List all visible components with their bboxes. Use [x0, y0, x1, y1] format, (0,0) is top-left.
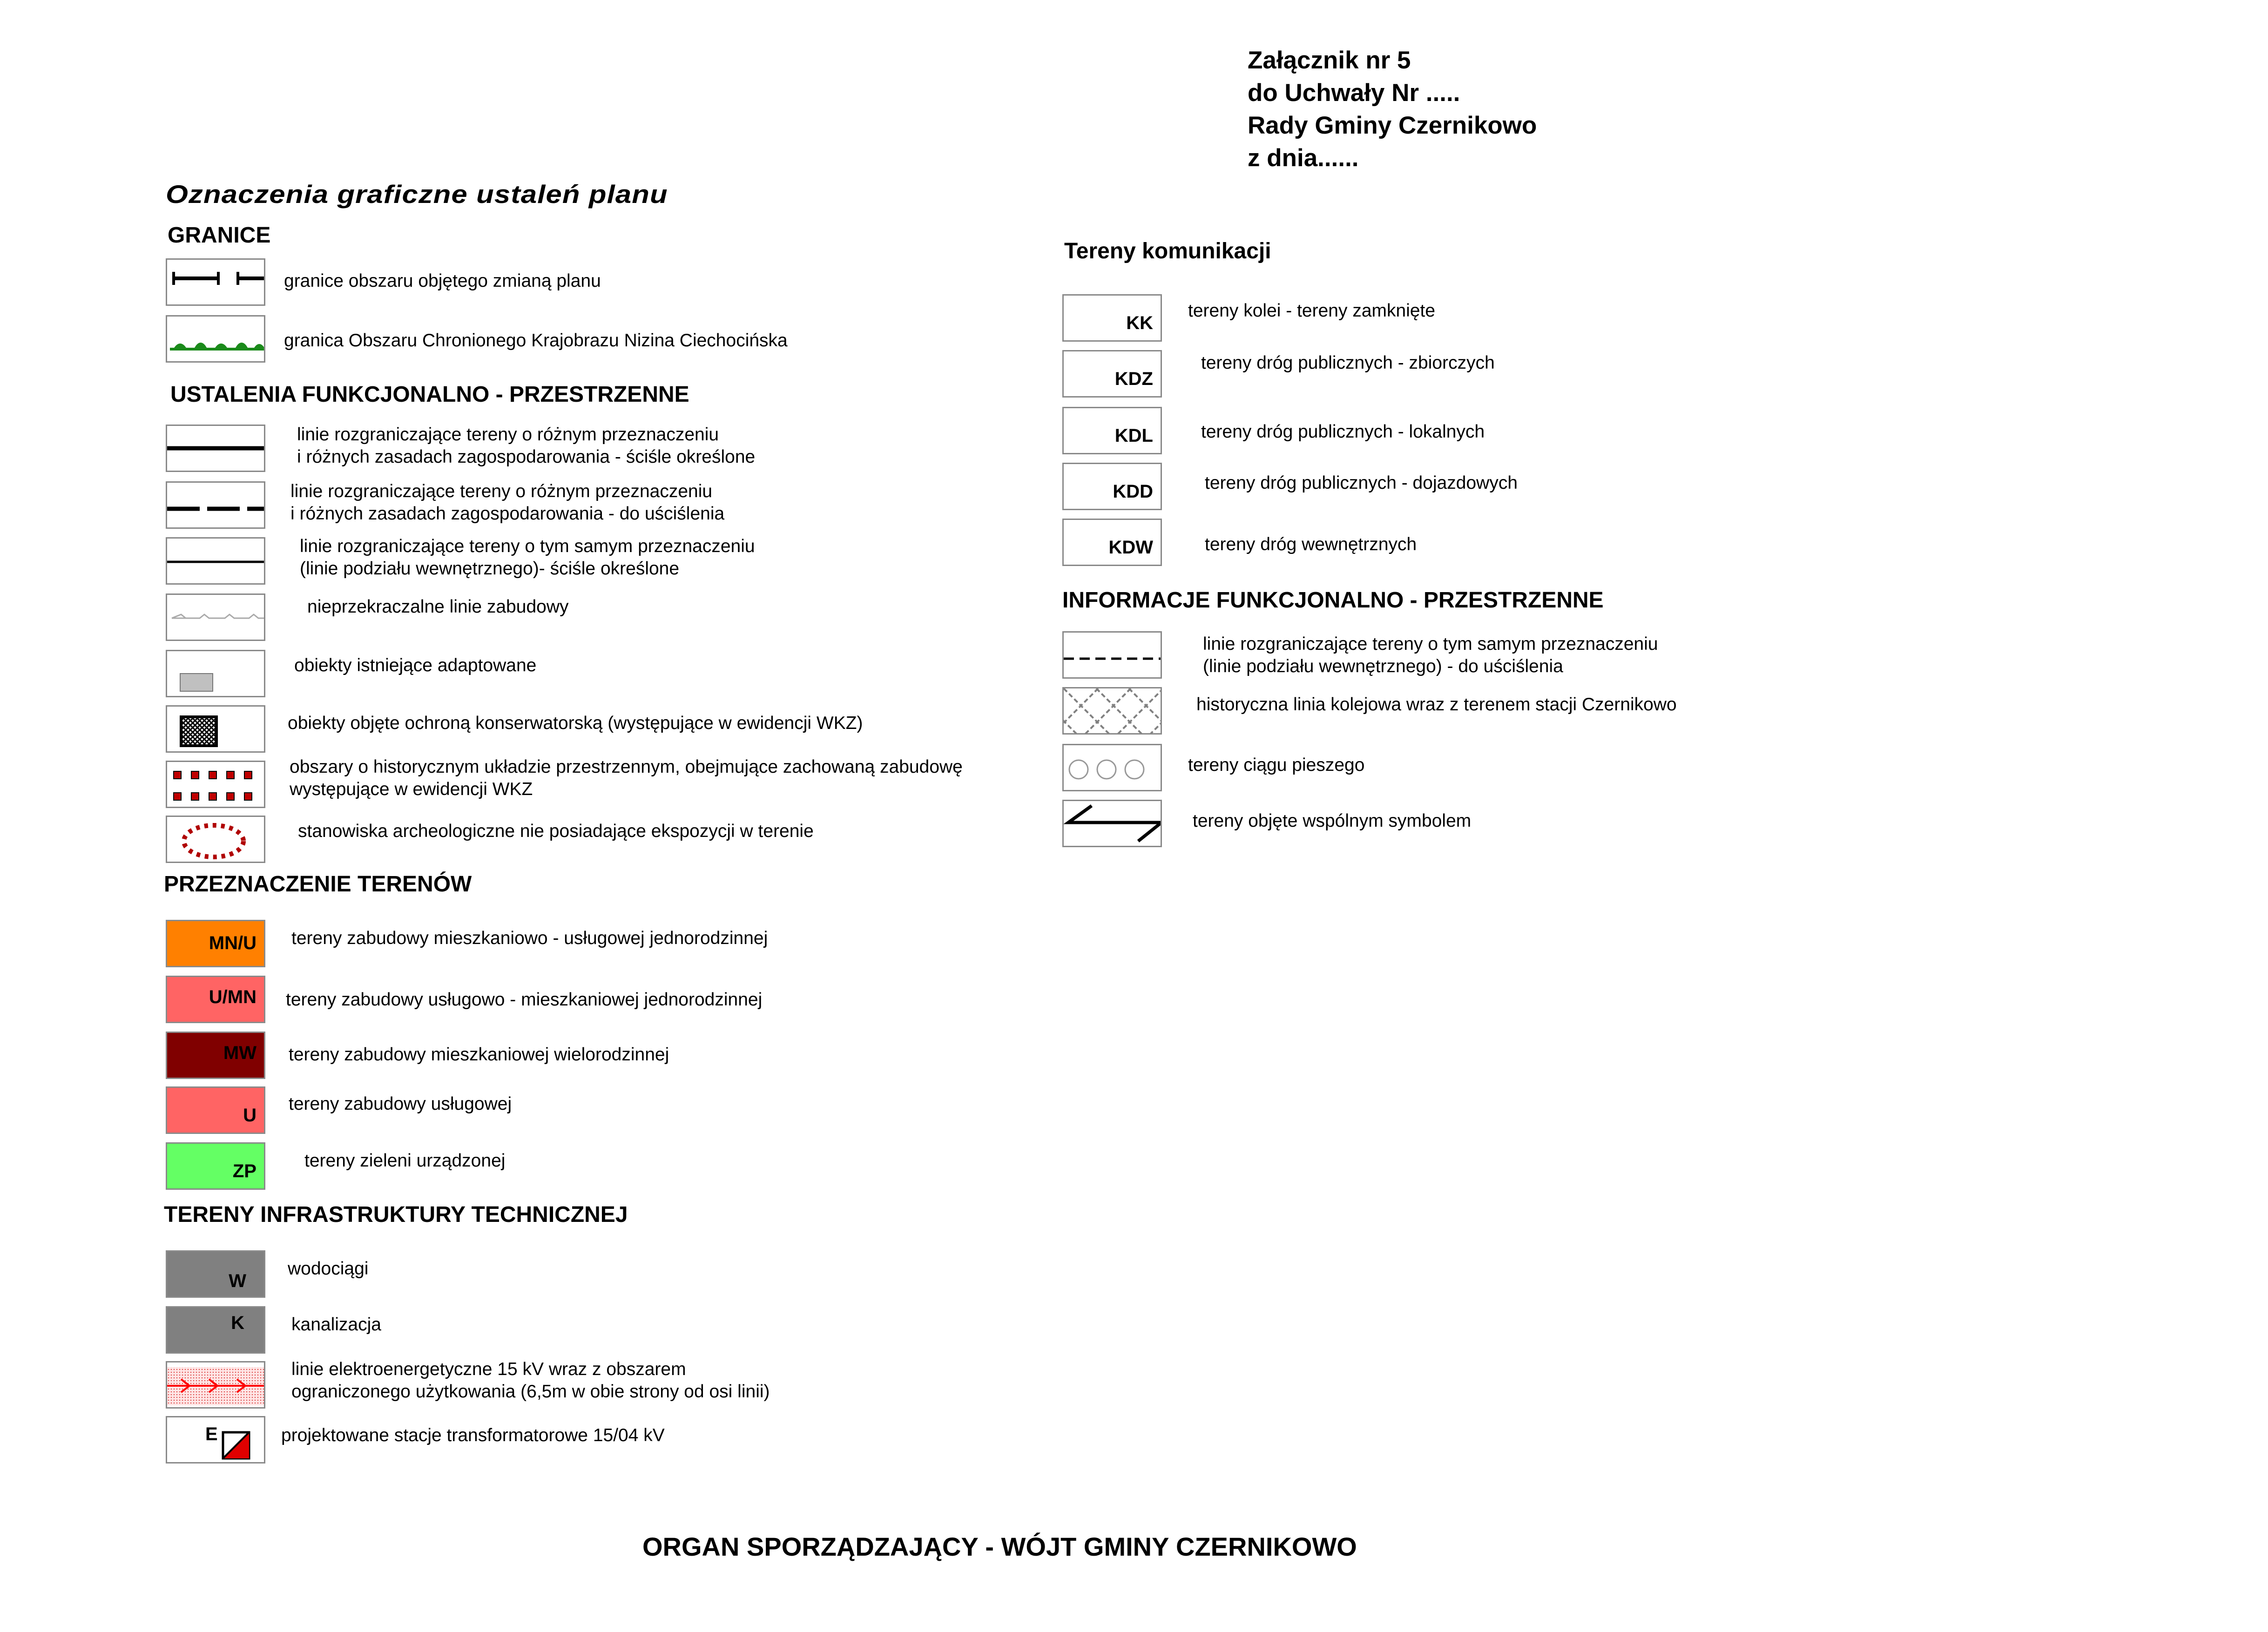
header-line-3: Rady Gminy Czernikowo	[1248, 112, 1537, 139]
infrastruktura-label-1: wodociągi	[288, 1259, 369, 1279]
legend-symbol-kk: KK	[1062, 294, 1162, 342]
legend-symbol-building-line	[166, 593, 265, 641]
legend-symbol-kdd: KDD	[1062, 463, 1162, 510]
informacje-label-2: historyczna linia kolejowa wraz z terenem stacji Czernikowo	[1196, 695, 1677, 715]
legend-symbol-zp: ZP	[166, 1142, 265, 1190]
informacje-label-3: tereny ciągu pieszego	[1188, 755, 1365, 775]
ustalenia-label-2: linie rozgraniczające tereny o różnym przeznaczeniu i różnych zasadach zagospodarowania - do uściślenia	[290, 481, 725, 524]
section-granice: GRANICE	[168, 223, 271, 248]
header-line-4: z dnia......	[1248, 144, 1359, 172]
legend-symbol-solid-line-exact	[166, 425, 265, 472]
ustalenia-label-6: obiekty objęte ochroną konserwatorską (występujące w ewidencji WKZ)	[288, 713, 863, 733]
ustalenia-label-3: linie rozgraniczające tereny o tym samym przeznaczeniu (linie podziału wewnętrznego)- ściśle określone	[300, 536, 755, 579]
section-ustalenia: USTALENIA FUNKCJONALNO - PRZESTRZENNE	[170, 382, 689, 407]
legend-symbol-historic-railway	[1062, 687, 1162, 735]
legend-symbol-kdl: KDL	[1062, 407, 1162, 454]
legend-symbol-conservation-objects	[166, 705, 265, 753]
przeznaczenie-label-5: tereny zieleni urządzonej	[304, 1151, 506, 1171]
infrastruktura-label-4: projektowane stacje transformatorowe 15/04 kV	[281, 1425, 665, 1445]
przeznaczenie-label-3: tereny zabudowy mieszkaniowej wielorodzinnej	[289, 1045, 669, 1065]
infrastruktura-label-3: linie elektroenergetyczne 15 kV wraz z obszarem ograniczonego użytkowania (6,5m w obie strony od osi linii)	[291, 1359, 770, 1402]
legend-symbol-mnu: MN/U	[166, 920, 265, 967]
legend-symbol-internal-division-line	[166, 537, 265, 585]
ustalenia-label-4: nieprzekraczalne linie zabudowy	[307, 597, 569, 617]
legend-symbol-dashed-line	[166, 481, 265, 529]
ustalenia-label-7: obszary o historycznym układzie przestrzennym, obejmujące zachowaną zabudowę występujące w ewidencji WKZ	[290, 757, 963, 799]
section-infrastruktura: TERENY INFRASTRUKTURY TECHNICZNEJ	[164, 1202, 628, 1227]
granice-label-1: granice obszaru objętego zmianą planu	[284, 271, 601, 291]
legend-symbol-w: W	[166, 1250, 265, 1298]
legend-symbol-power-line	[166, 1361, 265, 1409]
legend-symbol-historic-layout	[166, 761, 265, 808]
legend-symbol-common-symbol	[1062, 800, 1162, 847]
granice-label-2: granica Obszaru Chronionego Krajobrazu Nizina Ciechocińska	[284, 330, 788, 351]
infrastruktura-label-2: kanalizacja	[291, 1315, 381, 1335]
legend-symbol-internal-line-dashed	[1062, 631, 1162, 679]
legend-title: Oznaczenia graficzne ustaleń planu	[166, 180, 668, 209]
legend-symbol-k: K	[166, 1306, 265, 1354]
legend-symbol-transformer: E	[166, 1416, 265, 1463]
komunikacja-label-1: tereny kolei - tereny zamknięte	[1188, 301, 1436, 321]
komunikacja-label-3: tereny dróg publicznych - lokalnych	[1201, 422, 1485, 442]
informacje-label-4: tereny objęte wspólnym symbolem	[1193, 811, 1472, 831]
section-komunikacja: Tereny komunikacji	[1064, 239, 1271, 263]
legend-symbol-boundary-plan	[166, 258, 265, 306]
ustalenia-label-8: stanowiska archeologiczne nie posiadające ekspozycji w terenie	[298, 821, 814, 841]
przeznaczenie-label-1: tereny zabudowy mieszkaniowo - usługowej jednorodzinnej	[291, 928, 768, 948]
ustalenia-label-5: obiekty istniejące adaptowane	[294, 655, 537, 675]
legend-symbol-archaeological-site	[166, 816, 265, 863]
legend-symbol-existing-objects	[166, 650, 265, 697]
legend-symbol-u: U	[166, 1086, 265, 1134]
header-line-2: do Uchwały Nr .....	[1248, 79, 1460, 107]
section-przeznaczenie: PRZEZNACZENIE TERENÓW	[164, 872, 472, 897]
przeznaczenie-label-4: tereny zabudowy usługowej	[289, 1094, 512, 1114]
legend-symbol-protected-landscape	[166, 315, 265, 363]
section-informacje: INFORMACJE FUNKCJONALNO - PRZESTRZENNE	[1062, 588, 1604, 613]
header-line-1: Załącznik nr 5	[1248, 47, 1411, 74]
legend-symbol-kdz: KDZ	[1062, 350, 1162, 398]
komunikacja-label-2: tereny dróg publicznych - zbiorczych	[1201, 353, 1495, 373]
attachment-header	[1248, 44, 1537, 175]
legend-symbol-umn: U/MN	[166, 976, 265, 1023]
legend-symbol-kdw: KDW	[1062, 519, 1162, 566]
przeznaczenie-label-2: tereny zabudowy usługowo - mieszkaniowej jednorodzinnej	[286, 990, 763, 1010]
ustalenia-label-1: linie rozgraniczające tereny o różnym przeznaczeniu i różnych zasadach zagospodarowania - ściśle określone	[297, 425, 756, 467]
legend-symbol-pedestrian	[1062, 744, 1162, 791]
legend-symbol-mw: MW	[166, 1032, 265, 1079]
komunikacja-label-4: tereny dróg publicznych - dojazdowych	[1205, 473, 1518, 493]
organ-footer: ORGAN SPORZĄDZAJĄCY - WÓJT GMINY CZERNIKOWO	[642, 1532, 1357, 1561]
komunikacja-label-5: tereny dróg wewnętrznych	[1205, 534, 1417, 554]
informacje-label-1: linie rozgraniczające tereny o tym samym przeznaczeniu (linie podziału wewnętrznego) - do uściślenia	[1203, 634, 1658, 676]
